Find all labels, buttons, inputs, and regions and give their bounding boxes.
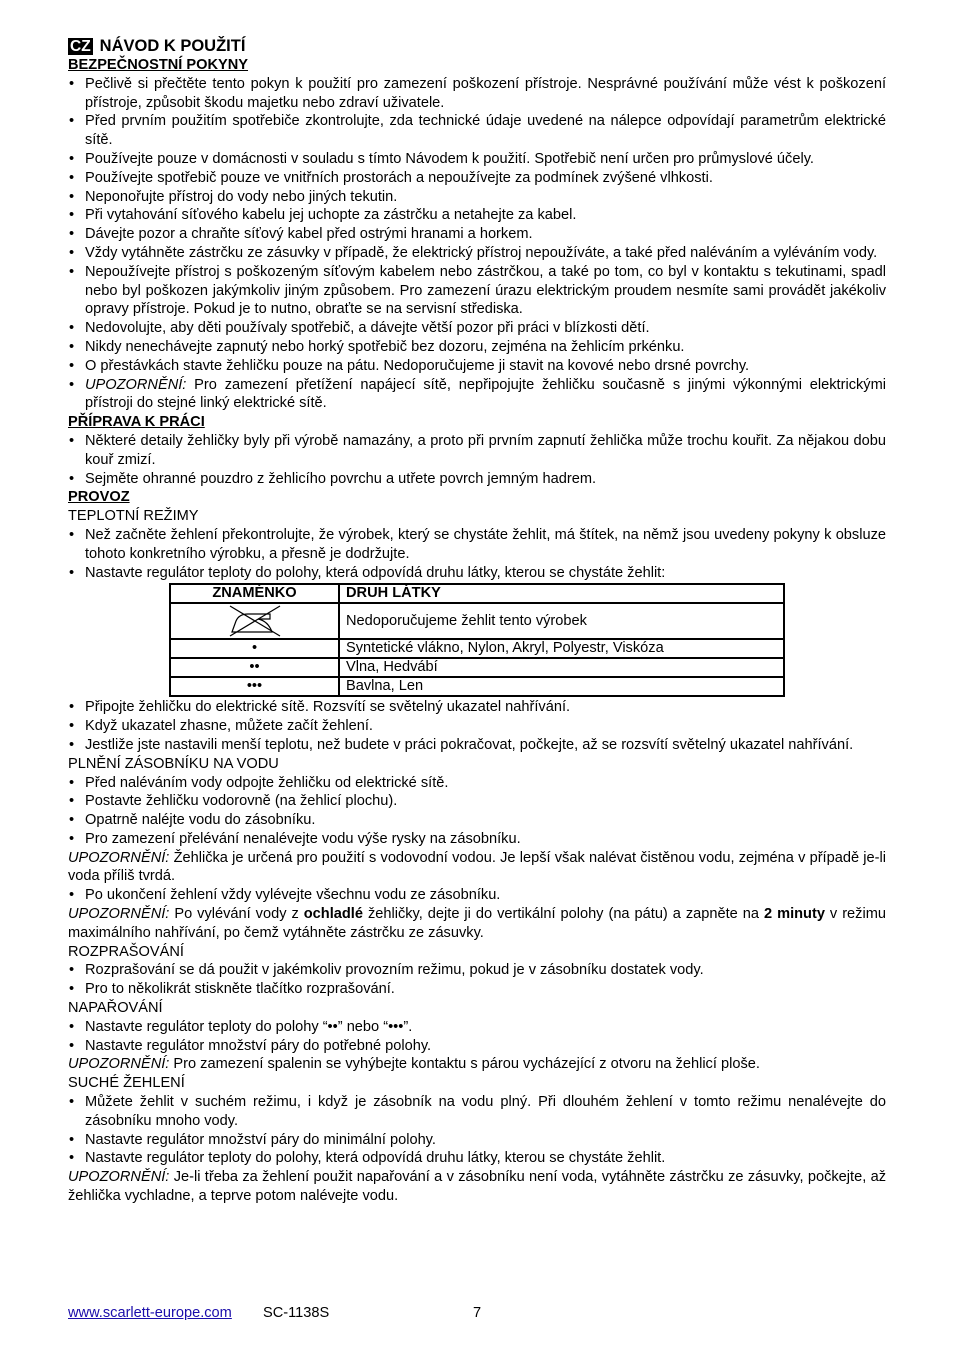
no-iron-icon — [224, 604, 286, 638]
warning-text: v režimu maximálního nahřívání, po čemž vytáhněte zástrčku ze zásuvky. — [68, 906, 886, 941]
list-item: • Před prvním použitím spotřebiče zkontrolujte, zda technické údaje uvedené na nálepce odpovídají parametrům elektrické sítě. — [68, 112, 886, 150]
language-badge: CZ — [70, 37, 91, 55]
temp-heading: TEPLOTNÍ REŽIMY — [68, 508, 199, 525]
drain-warning — [68, 905, 886, 943]
list-item: • Používejte pouze v domácnosti v souladu s tímto Návodem k použití. Spotřebič není určen pro průmyslové účely. — [68, 150, 886, 169]
sign-cell: ••• — [170, 677, 339, 696]
list-item: • Vždy vytáhněte zástrčku ze zásuvky v případě, že elektrický přístroj nepoužíváte, a také před naléváním a vyléváním vody. — [68, 244, 886, 263]
fabric-cell: Vlna, Hedvábí — [339, 658, 784, 677]
warning-text: žehličky, dejte ji do vertikální polohy (na pátu) a zapněte na — [362, 906, 764, 923]
prep-heading: PŘÍPRAVA K PRÁCI — [68, 414, 205, 431]
column-header-fabric: DRUH LÁTKY — [339, 584, 784, 603]
sign-cell — [170, 603, 339, 639]
warning-label: UPOZORNĚNÍ: — [68, 906, 170, 923]
warning-label: UPOZORNĚNÍ: — [68, 1056, 170, 1073]
warning-text: Žehlička je určená pro použití s vodovodní vodou. Je lepší však nalévat čistěnou vodu, zejména v případě je-li voda příliš tvrdá. — [68, 849, 886, 885]
list-item: • Opatrně naléjte vodu do zásobníku. — [68, 811, 886, 830]
safety-heading: BEZPEČNOSTNÍ POKYNY — [68, 57, 249, 73]
list-item: • Používejte spotřebič pouze ve vnitřních prostorách a nepoužívejte za podmínek zvýšené vlhkosti. — [68, 169, 886, 188]
list-item: • Neponořujte přístroj do vody nebo jiných tekutin. — [68, 188, 886, 207]
safety-list — [68, 75, 886, 413]
steam-warning — [68, 1055, 886, 1074]
dry-list — [68, 1093, 886, 1168]
sign-cell: •• — [170, 658, 339, 677]
list-item: • Nedovolujte, aby děti používaly spotřebič, a dávejte větší pozor při práci v blízkosti dětí. — [68, 319, 886, 338]
list-item: • Postavte žehličku vodorovně (na žehlicí plochu). — [68, 792, 886, 811]
fill-warning — [68, 849, 886, 887]
fabric-cell: Syntetické vlákno, Nylon, Akryl, Polyestr, Viskóza — [339, 639, 784, 658]
fill-list-after — [68, 886, 886, 905]
list-item: • Nastavte regulátor teploty do polohy “••” nebo “•••”. — [68, 1018, 886, 1037]
list-item: • Můžete žehlit v suchém režimu, i když je zásobník na vodu plný. Při dlouhém žehlení v tomto režimu nenalévejte do zásobníku mnoho vody. — [68, 1093, 886, 1131]
list-item: • Připojte žehličku do elektrické sítě. Rozsvítí se světelný ukazatel nahřívání. — [68, 698, 886, 717]
warning-label: UPOZORNĚNÍ: — [85, 376, 187, 393]
warning-text: Pro zamezení spalenin se vyhýbejte kontaktu s párou vycházející z otvoru na žehlicí ploše. — [169, 1056, 760, 1073]
list-item: • Nikdy nenechávejte zapnutý nebo horký spotřebič bez dozoru, zejména na žehlicím prkénku. — [68, 338, 886, 357]
warning-bold: ochladlé — [303, 906, 363, 923]
list-item: • Pro to několikrát stiskněte tlačítko rozprašování. — [68, 980, 886, 999]
list-item: • Než začněte žehlení překontrolujte, že výrobek, který se chystáte žehlit, má štítek, na němž jsou uvedeny pokyny k obsluze tohoto konkretního výrobku, a přesně je dodržujte. — [68, 526, 886, 564]
title-text: NÁVOD K POUŽITÍ — [99, 37, 246, 55]
list-item: • O přestávkách stavte žehličku pouze na pátu. Nedoporučujeme ji stavit na kovové nebo drsné povrchy. — [68, 357, 886, 376]
dry-heading: SUCHÉ ŽEHLENÍ — [68, 1075, 185, 1092]
list-item: • Nepoužívejte přístroj s poškozeným síťovým kabelem nebo zástrčkou, a také po tom, co byl v kontaktu s tekutinami, spadl nebo byl poškozen jakýmkoliv jiným způsobem. Pro zamezení úrazu elektrickým proudem nesmíte sami provádět jakékoliv opravy přístroje. Pokud je to nutno, obraťte se na servisní střediska. — [68, 263, 886, 319]
warning-bold: 2 minuty — [764, 906, 825, 923]
column-header-sign: ZNAMÉNKO — [170, 584, 339, 603]
prep-list — [68, 432, 886, 488]
fill-list — [68, 774, 886, 849]
fill-heading: PLNĚNÍ ZÁSOBNÍKU NA VODU — [68, 755, 279, 772]
warning-text: Po vylévání vody z — [169, 906, 304, 923]
manual-page — [68, 36, 886, 1206]
list-item: • Dávejte pozor a chraňte síťový kabel před ostrými hranami a horkem. — [68, 225, 886, 244]
list-item: • Pro zamezení přelévání nenalévejte vodu výše rysky na zásobníku. — [68, 830, 886, 849]
page-title — [68, 36, 886, 56]
list-item: • Nastavte regulátor teploty do polohy, která odpovídá druhu látky, kterou se chystáte žehlit: — [68, 564, 886, 583]
spray-heading: ROZPRAŠOVÁNÍ — [68, 943, 184, 960]
page-number: 7 — [473, 1305, 482, 1321]
list-item: • Před naléváním vody odpojte žehličku od elektrické sítě. — [68, 774, 886, 793]
operation-heading: PROVOZ — [68, 489, 130, 506]
list-item: • Rozprašování se dá použit v jakémkoliv provozním režimu, pokud je v zásobníku dostatek vody. — [68, 961, 886, 980]
spray-list — [68, 961, 886, 999]
temp-list — [68, 526, 886, 582]
list-item: • Když ukazatel zhasne, můžete začít žehlení. — [68, 717, 886, 736]
list-item: • Pečlivě si přečtěte tento pokyn k použití pro zamezení poškození přístroje. Nesprávné používání může vést k poškození přístroje, způsobit škodu majetku nebo zdraví uživatele. — [68, 75, 886, 113]
warning-label: UPOZORNĚNÍ: — [68, 849, 170, 866]
list-item: • Některé detaily žehličky byly při výrobě namazány, a proto při prvním zapnutí žehlička může trochu kouřit. Za nějakou dobu kouř zmizí. — [68, 432, 886, 470]
sign-cell: • — [170, 639, 339, 658]
fabric-cell: Bavlna, Len — [339, 677, 784, 696]
list-item: • Nastavte regulátor teploty do polohy, která odpovídá druhu látky, kterou se chystáte žehlit. — [68, 1149, 886, 1168]
table-row — [170, 603, 784, 639]
list-item: • Při vytahování síťového kabelu jej uchopte za zástrčku a netahejte za kabel. — [68, 206, 886, 225]
fabric-cell: Nedoporučujeme žehlit tento výrobek — [339, 603, 784, 639]
fabric-table — [169, 583, 785, 697]
table-row — [170, 677, 784, 696]
warning-text: Je-li třeba za žehlení použit napařování a v zásobníku není voda, vytáhněte zástrčku ze zásuvky, počkejte, až žehlička vychladne, a teprve potom nalévejte vodu. — [68, 1169, 886, 1205]
dry-warning — [68, 1168, 886, 1206]
list-item: • Nastavte regulátor množství páry do potřebné polohy. — [68, 1037, 886, 1056]
table-row — [170, 658, 784, 677]
steam-heading: NAPAŘOVÁNÍ — [68, 1000, 163, 1017]
table-header-row — [170, 584, 784, 603]
after-table-list — [68, 698, 886, 754]
warning-text: Pro zamezení přetížení napájecí sítě, nepřipojujte žehličku současně s jinými výkonnými elektrickými přístroji do stejné linký elektrické sítě. — [85, 376, 886, 412]
list-item: • Sejměte ohranné pouzdro z žehlicího povrchu a utřete povrch jemným hadrem. — [68, 470, 886, 489]
website-link[interactable]: www.scarlett-europe.com — [68, 1305, 232, 1321]
table-row — [170, 639, 784, 658]
steam-list — [68, 1018, 886, 1056]
list-item: • Nastavte regulátor množství páry do minimální polohy. — [68, 1131, 886, 1150]
list-item: • Po ukončení žehlení vždy vylévejte všechnu vodu ze zásobníku. — [68, 886, 886, 905]
warning-label: UPOZORNĚNÍ: — [68, 1169, 170, 1186]
model-number: SC-1138S — [263, 1305, 330, 1321]
warning-item — [68, 376, 886, 414]
list-item: • Jestliže jste nastavili menší teplotu, než budete v práci pokračovat, počkejte, až se rozsvítí světelný ukazatel nahřívání. — [68, 736, 886, 755]
